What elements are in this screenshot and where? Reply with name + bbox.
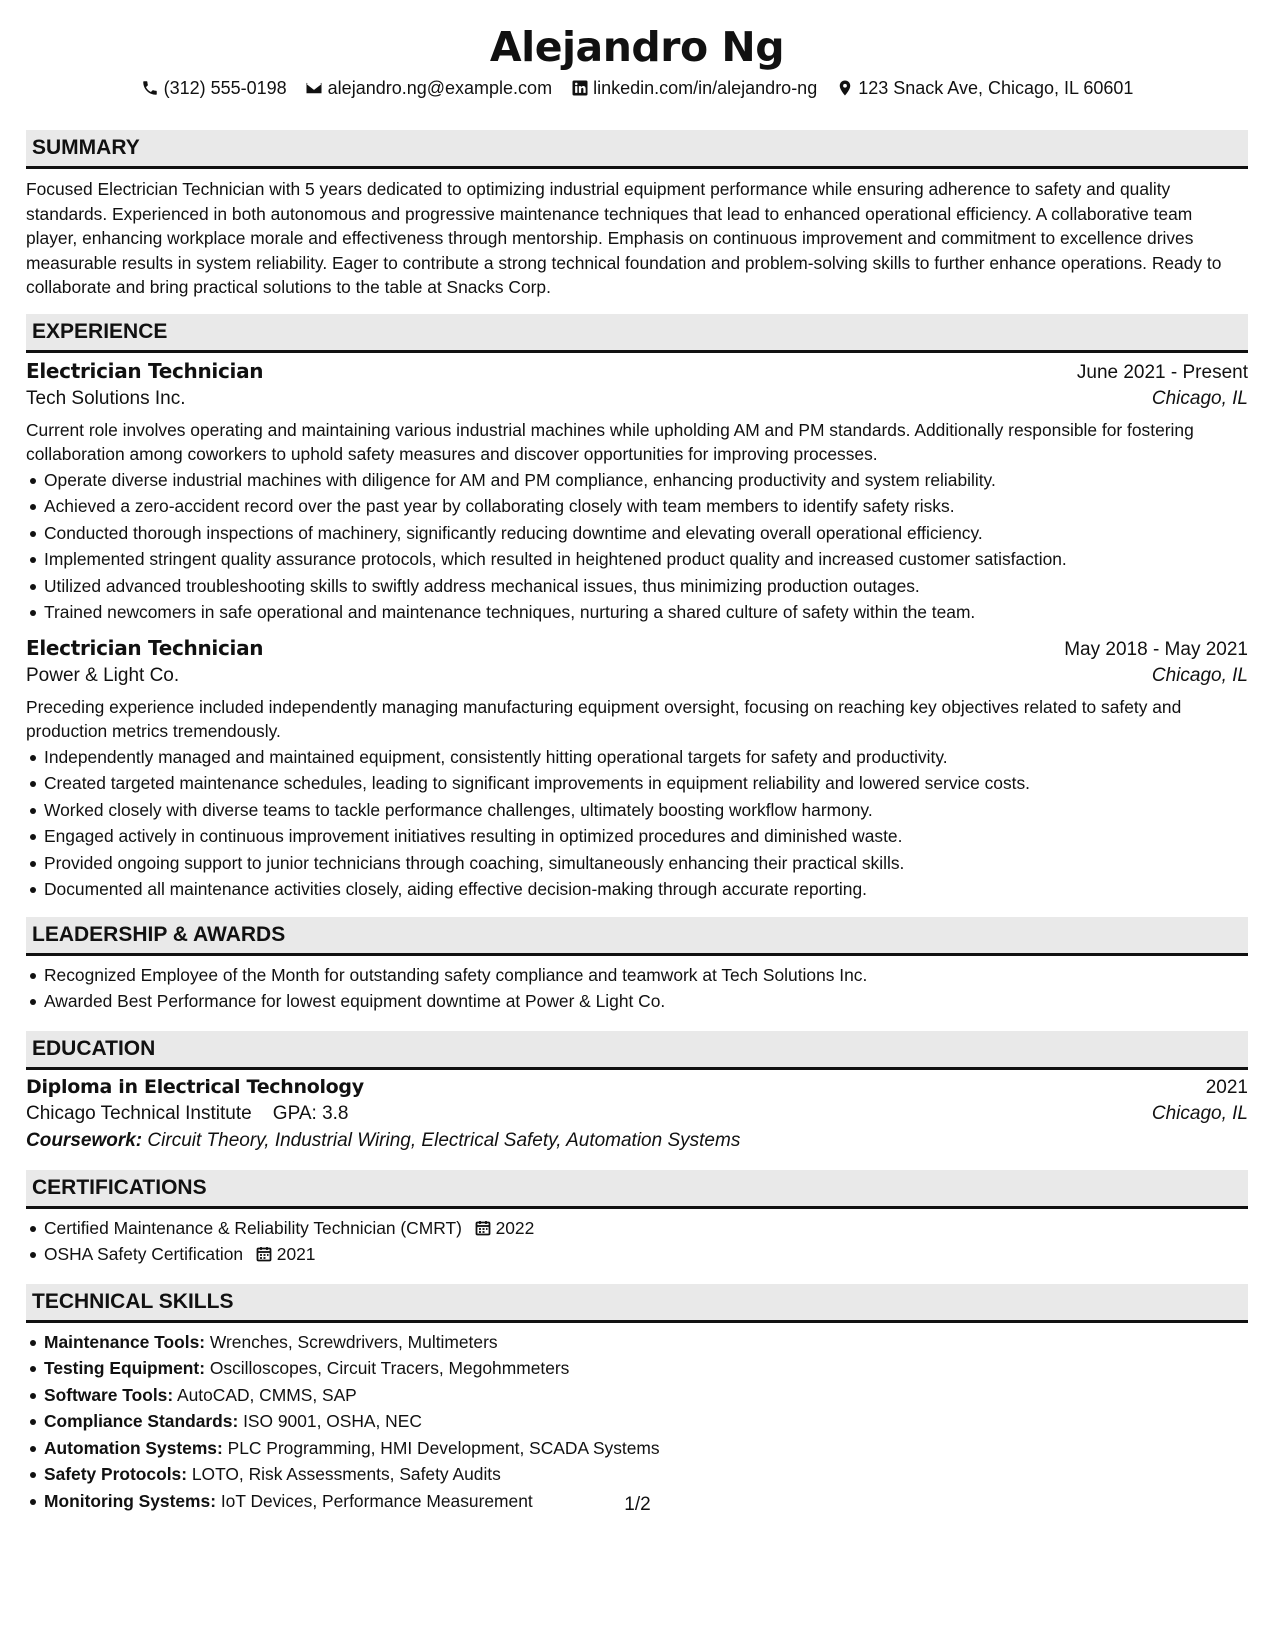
map-pin-icon [835, 79, 854, 98]
list-item [26, 1329, 1248, 1356]
phone-icon [141, 79, 160, 98]
skill-value: ISO 9001, OSHA, NEC [243, 1411, 422, 1431]
list-item: Worked closely with diverse teams to tackle performance challenges, ultimately boosting workflow harmony. [26, 797, 1248, 824]
calendar-icon [256, 1246, 272, 1262]
skill-value: PLC Programming, HMI Development, SCADA Systems [227, 1437, 660, 1458]
job-bullets [26, 744, 1248, 903]
list-item: Awarded Best Performance for lowest equipment downtime at Power & Light Co. [26, 988, 1248, 1015]
linkedin-icon [570, 79, 589, 98]
education-year: 2021 [1205, 1076, 1248, 1098]
skill-label: Compliance Standards: [44, 1411, 239, 1431]
skill-value: Wrenches, Screwdrivers, Multimeters [209, 1331, 498, 1352]
coursework-label: Coursework: [26, 1129, 143, 1151]
linkedin-link[interactable]: linkedin.com/in/alejandro-ng [593, 78, 818, 98]
job-dates: June 2021 - Present [1076, 361, 1248, 383]
list-item [26, 1435, 1248, 1462]
list-item: Engaged actively in continuous improvement initiatives resulting in optimized procedures and diminished waste. [26, 823, 1248, 850]
calendar-icon [475, 1220, 491, 1236]
job-company: Power & Light Co. [26, 664, 180, 686]
section-heading-skills: TECHNICAL SKILLS [26, 1284, 1248, 1323]
list-item: Utilized advanced troubleshooting skills to swiftly address mechanical issues, thus minimizing production outages. [26, 573, 1248, 600]
contact-address [835, 76, 1133, 100]
skill-label: Monitoring Systems: [44, 1490, 216, 1511]
awards-list [26, 962, 1248, 1015]
education-entry [26, 1076, 1248, 1152]
contact-linkedin[interactable] [570, 76, 817, 100]
contact-email[interactable] [305, 76, 552, 100]
job-dates: May 2018 - May 2021 [1064, 638, 1248, 660]
degree: Diploma in Electrical Technology [26, 1075, 364, 1098]
education-location: Chicago, IL [1151, 1102, 1248, 1124]
coursework-text: Circuit Theory, Industrial Wiring, Electrical Safety, Automation Systems [147, 1129, 741, 1151]
school-name: Chicago Technical Institute [26, 1102, 252, 1124]
skill-value: IoT Devices, Performance Measurement [220, 1490, 533, 1511]
phone-text: (312) 555-0198 [163, 78, 287, 98]
list-item: Trained newcomers in safe operational and maintenance techniques, nurturing a shared culture of safety within the team. [26, 599, 1248, 626]
job-title: Electrician Technician [26, 358, 264, 383]
contact-phone [141, 76, 287, 100]
job-location: Chicago, IL [1151, 387, 1248, 409]
certification-year: 2021 [276, 1244, 316, 1264]
section-heading-summary: SUMMARY [26, 130, 1248, 169]
certification-name: OSHA Safety Certification [44, 1244, 244, 1264]
skill-value: AutoCAD, CMMS, SAP [177, 1384, 357, 1405]
list-item: Independently managed and maintained equipment, consistently hitting operational targets for safety and productivity. [26, 744, 1248, 771]
candidate-name: Alejandro Ng [489, 23, 785, 71]
section-heading-awards: LEADERSHIP & AWARDS [26, 917, 1248, 956]
skill-value: Oscilloscopes, Circuit Tracers, Megohmmeters [209, 1358, 570, 1378]
job-title: Electrician Technician [26, 635, 264, 660]
list-item: Operate diverse industrial machines with diligence for AM and PM compliance, enhancing productivity and system reliability. [26, 467, 1248, 494]
school-line [26, 1103, 348, 1125]
list-item [26, 1241, 1248, 1268]
envelope-icon [305, 79, 324, 98]
skill-label: Safety Protocols: [44, 1464, 188, 1484]
address-text: 123 Snack Ave, Chicago, IL 60601 [858, 78, 1134, 98]
list-item [26, 1355, 1248, 1382]
list-item: Achieved a zero-accident record over the past year by collaborating closely with team members to identify safety risks. [26, 493, 1248, 520]
certification-year: 2022 [495, 1217, 535, 1238]
skills-list [26, 1329, 1248, 1515]
job-company: Tech Solutions Inc. [26, 387, 186, 409]
section-heading-certifications: CERTIFICATIONS [26, 1170, 1248, 1209]
job-description: Preceding experience included independently managing manufacturing equipment oversight, focusing on reaching key objectives related to safety and production metrics tremendously. [26, 696, 1182, 741]
list-item: Conducted thorough inspections of machinery, significantly reducing downtime and elevating overall operational efficiency. [26, 520, 1248, 547]
job-location: Chicago, IL [1151, 664, 1248, 686]
skill-label: Testing Equipment: [44, 1358, 206, 1378]
list-item: Provided ongoing support to junior technicians through coaching, simultaneously enhancing their practical skills. [26, 850, 1248, 877]
gpa: GPA: 3.8 [272, 1102, 349, 1124]
skill-label: Automation Systems: [44, 1437, 223, 1458]
skill-value: LOTO, Risk Assessments, Safety Audits [191, 1464, 501, 1484]
coursework-line [26, 1130, 1248, 1152]
job-entry [26, 636, 1248, 903]
contact-bar [26, 76, 1248, 100]
list-item [26, 1461, 1248, 1488]
job-entry [26, 359, 1248, 626]
skill-label: Software Tools: [44, 1384, 174, 1405]
section-heading-experience: EXPERIENCE [26, 314, 1248, 353]
section-heading-education: EDUCATION [26, 1031, 1248, 1070]
email-link[interactable]: alejandro.ng@example.com [327, 78, 553, 98]
summary-text: Focused Electrician Technician with 5 years dedicated to optimizing industrial equipment performance while ensuring adherence to safety and quality standards. Experienced in both autonomous and progressive maintenance techniques that lead to enhanced operational efficiency. A collaborative team player, enhancing workplace morale and effectiveness through mentorship. Emphasis on continuous improvement and commitment to excellence drives measurable results in system reliability. Eager to contribute a strong technical foundation and problem-solving skills to further enhance operations. Ready to collaborate and bring practical solutions to the table at Snacks Corp. [26, 179, 1222, 297]
certifications-list [26, 1215, 1248, 1268]
list-item: Created targeted maintenance schedules, leading to significant improvements in equipment reliability and lowered service costs. [26, 770, 1248, 797]
certification-name: Certified Maintenance & Reliability Technician (CMRT) [44, 1217, 462, 1238]
list-item: Documented all maintenance activities closely, aiding effective decision-making through accurate reporting. [26, 876, 1248, 903]
list-item [26, 1215, 1248, 1242]
page-number: 1/2 [624, 1494, 651, 1515]
list-item: Implemented stringent quality assurance protocols, which resulted in heightened product quality and increased customer satisfaction. [26, 546, 1248, 573]
list-item: Recognized Employee of the Month for outstanding safety compliance and teamwork at Tech Solutions Inc. [26, 962, 1248, 989]
job-description: Current role involves operating and maintaining various industrial machines while upholding AM and PM standards. Additionally responsible for fostering collaboration among coworkers to uphold safety measures and discover opportunities for improving processes. [26, 419, 1194, 464]
list-item [26, 1382, 1248, 1409]
skill-label: Maintenance Tools: [44, 1331, 206, 1352]
job-bullets [26, 467, 1248, 626]
list-item [26, 1408, 1248, 1435]
